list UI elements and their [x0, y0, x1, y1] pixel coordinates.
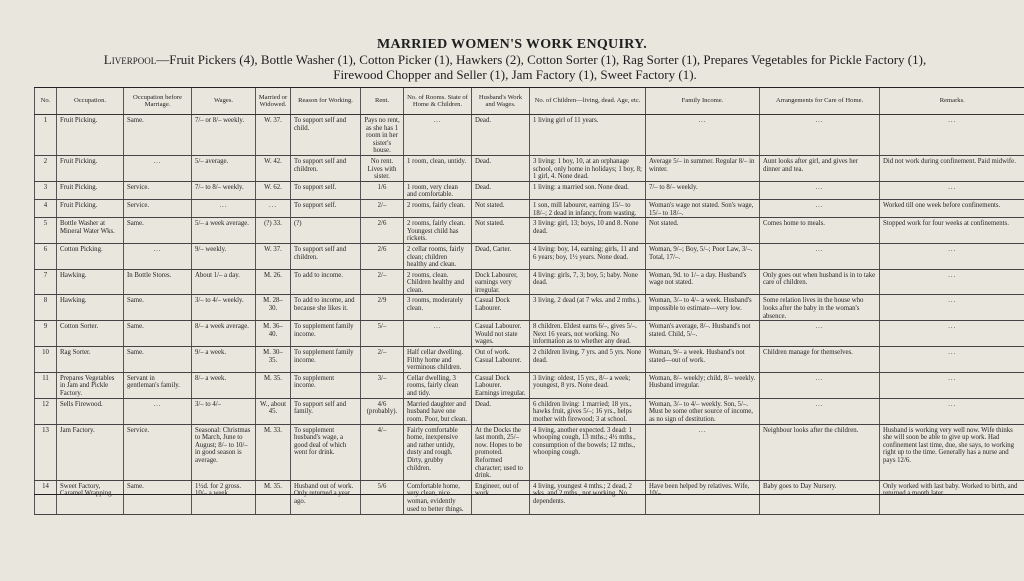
children-cell: 4 living: boy, 14, earning; girls, 11 and 6 years; boy, 1½ years. None dead.: [530, 243, 646, 269]
marital-status-cell: ...: [256, 199, 291, 217]
husband-cell: Dead, Carter.: [472, 243, 530, 269]
husband-cell: Casual Labourer. Would not state wages.: [472, 321, 530, 347]
children-cell: 1 living: a married son. None dead.: [530, 181, 646, 199]
husband-cell: Casual Dock Labourer.: [472, 295, 530, 321]
rent-cell: 3/–: [361, 372, 404, 398]
table-row: [35, 347, 1024, 373]
row-number: 5: [35, 218, 57, 244]
reason-cell: Husband out of work. Only returned a year ago.: [291, 480, 361, 514]
wages-cell: 7/– to 8/– weekly.: [192, 181, 256, 199]
husband-cell: Dead.: [472, 398, 530, 424]
table-bottom-rule: [34, 494, 1024, 495]
home-cell: Married daughter and husband have one room. Poor, but clean.: [404, 398, 472, 424]
previous-occupation-cell: ...: [124, 398, 192, 424]
rent-cell: 4/6 (probably).: [361, 398, 404, 424]
income-cell: Have been helped by relatives. Wife, 10/–.: [646, 480, 760, 514]
rent-cell: 2/9: [361, 295, 404, 321]
wages-cell: 7/– or 8/– weekly.: [192, 115, 256, 156]
home-cell: Fairly comfortable home, inexpensive and rather untidy, dusty and rough. Dirty, grubby children.: [404, 424, 472, 480]
remarks-cell: Did not work during confinement. Paid midwife.: [880, 155, 1024, 181]
income-cell: Woman, 3/– to 4/– weekly. Son, 5/–. Must be some other source of income, as no sign of destitution.: [646, 398, 760, 424]
row-number: 8: [35, 295, 57, 321]
table-row: [35, 243, 1024, 269]
page-subtitle: [80, 52, 950, 82]
husband-cell: Not stated.: [472, 199, 530, 217]
care-cell: ...: [760, 115, 880, 156]
wages-cell: 1½d. for 2 gross. 10/– a week.: [192, 480, 256, 514]
care-cell: ...: [760, 398, 880, 424]
children-cell: 3 living: oldest, 15 yrs., 8/– a week; youngest, 8 yrs. None dead.: [530, 372, 646, 398]
reason-cell: To supplement husband's wage, a good deal of which went for drink.: [291, 424, 361, 480]
wages-cell: 5/– a week average.: [192, 218, 256, 244]
marital-status-cell: M. 36–40.: [256, 321, 291, 347]
care-cell: ...: [760, 199, 880, 217]
wages-cell: 3/– to 4/–: [192, 398, 256, 424]
care-cell: Comes home to meals.: [760, 218, 880, 244]
children-cell: 4 living, another expected. 3 dead: 1 whooping cough, 13 mths.; 4½ mths., consumption of the bowels; 12 mths., whooping cough.: [530, 424, 646, 480]
column-header: No.: [35, 88, 57, 115]
husband-cell: Not stated.: [472, 218, 530, 244]
home-cell: ...: [404, 115, 472, 156]
column-header: Occupation before Marriage.: [124, 88, 192, 115]
care-cell: Neighbour looks after the children.: [760, 424, 880, 480]
row-number: 11: [35, 372, 57, 398]
row-number: 1: [35, 115, 57, 156]
rent-cell: 5/6: [361, 480, 404, 514]
care-cell: ...: [760, 321, 880, 347]
home-cell: 1 room, clean, untidy.: [404, 155, 472, 181]
rent-cell: 1/6: [361, 181, 404, 199]
table-row: [35, 321, 1024, 347]
husband-cell: Dock Labourer, earnings very irregular.: [472, 269, 530, 295]
remarks-cell: Only worked with last baby. Worked to birth, and returned a month later.: [880, 480, 1024, 514]
column-header: Husband's Work and Wages.: [472, 88, 530, 115]
home-cell: 2 rooms, fairly clean.: [404, 199, 472, 217]
previous-occupation-cell: Same.: [124, 321, 192, 347]
previous-occupation-cell: In Bottle Stores.: [124, 269, 192, 295]
marital-status-cell: M. 28–30.: [256, 295, 291, 321]
subtitle-list: —Fruit Pickers (4), Bottle Washer (1), Cotton Picker (1), Hawkers (2), Cotton Sorter (1), Rag Sorter (1), Prepares Vegetables for Pickle Factory (1), Firewood Chopper and Seller (1), Jam Factory (1), Sweet Factory (1).: [156, 52, 927, 82]
reason-cell: To add to income, and because she likes it.: [291, 295, 361, 321]
reason-cell: To add to income.: [291, 269, 361, 295]
care-cell: Children manage for themselves.: [760, 347, 880, 373]
wages-cell: 8/– a week.: [192, 372, 256, 398]
previous-occupation-cell: Same.: [124, 115, 192, 156]
occupation-cell: Hawking.: [57, 295, 124, 321]
reason-cell: To supplement income.: [291, 372, 361, 398]
column-header: Occupation.: [57, 88, 124, 115]
husband-cell: Casual Dock Labourer. Earnings irregular.: [472, 372, 530, 398]
husband-cell: Dead.: [472, 155, 530, 181]
home-cell: 2 rooms, fairly clean. Youngest child has rickets.: [404, 218, 472, 244]
home-cell: 3 rooms, moderately clean.: [404, 295, 472, 321]
table-row: [35, 181, 1024, 199]
reason-cell: (?): [291, 218, 361, 244]
wages-cell: 9/– a week.: [192, 347, 256, 373]
rent-cell: Pays no rent, as she has 1 room in her sister's house.: [361, 115, 404, 156]
marital-status-cell: W. 42.: [256, 155, 291, 181]
rent-cell: 5/–: [361, 321, 404, 347]
wages-cell: 3/– to 4/– weekly.: [192, 295, 256, 321]
rent-cell: 4/–: [361, 424, 404, 480]
income-cell: ...: [646, 115, 760, 156]
home-cell: ...: [404, 321, 472, 347]
subtitle-place: Liverpool: [103, 52, 157, 67]
occupation-cell: Fruit Picking.: [57, 155, 124, 181]
children-cell: 3 living: girl, 13; boys, 10 and 8. None dead.: [530, 218, 646, 244]
wages-cell: ...: [192, 199, 256, 217]
home-cell: Half cellar dwelling. Filthy home and verminous children.: [404, 347, 472, 373]
marital-status-cell: M. 26.: [256, 269, 291, 295]
rent-cell: 2/–: [361, 199, 404, 217]
previous-occupation-cell: Service.: [124, 424, 192, 480]
income-cell: Woman, 9/–; Boy, 5/–; Poor Law, 3/–. Total, 17/–.: [646, 243, 760, 269]
row-number: 7: [35, 269, 57, 295]
reason-cell: To support self and family.: [291, 398, 361, 424]
table-row: [35, 218, 1024, 244]
occupation-cell: Bottle Washer at Mineral Water Wks.: [57, 218, 124, 244]
husband-cell: Dead.: [472, 115, 530, 156]
table-row: [35, 269, 1024, 295]
previous-occupation-cell: ...: [124, 155, 192, 181]
table-row: [35, 398, 1024, 424]
column-header: No. of Rooms. State of Home & Children.: [404, 88, 472, 115]
table-row: [35, 199, 1024, 217]
care-cell: Only goes out when husband is in to take care of children.: [760, 269, 880, 295]
row-number: 12: [35, 398, 57, 424]
previous-occupation-cell: Service.: [124, 181, 192, 199]
children-cell: 3 living, 2 dead (at 7 wks. and 2 mths.).: [530, 295, 646, 321]
rent-cell: 2/–: [361, 347, 404, 373]
remarks-cell: ...: [880, 347, 1024, 373]
rent-cell: 2/6: [361, 218, 404, 244]
remarks-cell: Stopped work for four weeks at confinements.: [880, 218, 1024, 244]
husband-cell: At the Docks the last month, 25/– now. Hopes to be promoted. Reformed character; used to drink.: [472, 424, 530, 480]
care-cell: ...: [760, 372, 880, 398]
marital-status-cell: (?) 33.: [256, 218, 291, 244]
column-header: Wages.: [192, 88, 256, 115]
husband-cell: Out of work. Casual Labourer.: [472, 347, 530, 373]
table-row: [35, 115, 1024, 156]
children-cell: 4 living: girls, 7, 3; boy, 5; baby. None dead.: [530, 269, 646, 295]
marital-status-cell: M. 35.: [256, 372, 291, 398]
remarks-cell: ...: [880, 115, 1024, 156]
occupation-cell: Sweet Factory, Caramel Wrapping.: [57, 480, 124, 514]
column-header: Rent.: [361, 88, 404, 115]
marital-status-cell: W. 37.: [256, 243, 291, 269]
remarks-cell: ...: [880, 372, 1024, 398]
table-row: [35, 372, 1024, 398]
table-row: [35, 155, 1024, 181]
wages-cell: 5/– average.: [192, 155, 256, 181]
marital-status-cell: M. 30–35.: [256, 347, 291, 373]
children-cell: 4 living, youngest 4 mths.; 2 dead, 2 wks. and 2 mths., not working. No dependents.: [530, 480, 646, 514]
enquiry-table: [34, 87, 1024, 515]
row-number: 4: [35, 199, 57, 217]
income-cell: Woman, 9d. to 1/– a day. Husband's wage not stated.: [646, 269, 760, 295]
marital-status-cell: M. 33.: [256, 424, 291, 480]
remarks-cell: ...: [880, 398, 1024, 424]
column-header: Family Income.: [646, 88, 760, 115]
previous-occupation-cell: Same.: [124, 218, 192, 244]
row-number: 9: [35, 321, 57, 347]
home-cell: 1 room, very clean and comfortable.: [404, 181, 472, 199]
previous-occupation-cell: Servant in gentleman's family.: [124, 372, 192, 398]
occupation-cell: Fruit Picking.: [57, 199, 124, 217]
remarks-cell: ...: [880, 321, 1024, 347]
reason-cell: To supplement family income.: [291, 321, 361, 347]
income-cell: Woman's wage not stated. Son's wage, 15/– to 18/–.: [646, 199, 760, 217]
care-cell: Baby goes to Day Nursery.: [760, 480, 880, 514]
occupation-cell: Jam Factory.: [57, 424, 124, 480]
care-cell: ...: [760, 243, 880, 269]
column-header: Remarks.: [880, 88, 1024, 115]
marital-status-cell: M. 35.: [256, 480, 291, 514]
previous-occupation-cell: Same.: [124, 480, 192, 514]
occupation-cell: Fruit Picking.: [57, 181, 124, 199]
occupation-cell: Hawking.: [57, 269, 124, 295]
reason-cell: To support self.: [291, 181, 361, 199]
column-header: Reason for Working.: [291, 88, 361, 115]
care-cell: Some relation lives in the house who looks after the baby in the woman's absence.: [760, 295, 880, 321]
column-header: Married or Widowed.: [256, 88, 291, 115]
reason-cell: To support self and children.: [291, 155, 361, 181]
income-cell: Not stated.: [646, 218, 760, 244]
table-row: [35, 480, 1024, 514]
home-cell: 2 cellar rooms, fairly clean; children healthy and clean.: [404, 243, 472, 269]
occupation-cell: Fruit Picking.: [57, 115, 124, 156]
remarks-cell: ...: [880, 243, 1024, 269]
children-cell: 1 living girl of 11 years.: [530, 115, 646, 156]
table-row: [35, 424, 1024, 480]
previous-occupation-cell: Same.: [124, 347, 192, 373]
income-cell: Woman, 9/– a week. Husband's not stated—out of work.: [646, 347, 760, 373]
wages-cell: About 1/– a day.: [192, 269, 256, 295]
occupation-cell: Cotton Picking.: [57, 243, 124, 269]
reason-cell: To support self and child.: [291, 115, 361, 156]
remarks-cell: Husband is working very well now. Wife thinks she will soon be able to give up work. Had confinement last time, due, she says, to working right up to the time. Generally has a nurse and pays 12/6.: [880, 424, 1024, 480]
previous-occupation-cell: Same.: [124, 295, 192, 321]
previous-occupation-cell: ...: [124, 243, 192, 269]
occupation-cell: Sells Firewood.: [57, 398, 124, 424]
wages-cell: 8/– a week average.: [192, 321, 256, 347]
wages-cell: Seasonal: Christmas to March, June to August; 8/– to 10/– in good season is average.: [192, 424, 256, 480]
row-number: 2: [35, 155, 57, 181]
home-cell: 2 rooms, clean. Children healthy and clean.: [404, 269, 472, 295]
page-title: MARRIED WOMEN'S WORK ENQUIRY.: [376, 37, 648, 52]
children-cell: 3 living: 1 boy, 10, at an orphanage school, only home in holidays; 1 boy, 8; 1 girl, 4. None dead.: [530, 155, 646, 181]
remarks-cell: Worked till one week before confinements.: [880, 199, 1024, 217]
income-cell: 7/– to 8/– weekly.: [646, 181, 760, 199]
marital-status-cell: W., about 45.: [256, 398, 291, 424]
children-cell: 8 children. Eldest earns 6/–, gives 5/–. Next 16 years, not working. No information as to whether any dead.: [530, 321, 646, 347]
home-cell: Comfortable home, very clean, nice woman, evidently used to better things.: [404, 480, 472, 514]
rent-cell: 2/–: [361, 269, 404, 295]
table-header-row: [35, 88, 1024, 115]
occupation-cell: Rag Sorter.: [57, 347, 124, 373]
remarks-cell: ...: [880, 269, 1024, 295]
reason-cell: To support self.: [291, 199, 361, 217]
home-cell: Cellar dwelling, 3 rooms, fairly clean and tidy.: [404, 372, 472, 398]
reason-cell: To support self and children.: [291, 243, 361, 269]
rent-cell: 2/6: [361, 243, 404, 269]
reason-cell: To supplement family income.: [291, 347, 361, 373]
remarks-cell: ...: [880, 181, 1024, 199]
children-cell: 2 children living, 7 yrs. and 5 yrs. None dead.: [530, 347, 646, 373]
row-number: 6: [35, 243, 57, 269]
children-cell: 1 son, mill labourer, earning 15/– to 18/–; 2 dead in infancy, from wasting.: [530, 199, 646, 217]
row-number: 14: [35, 480, 57, 514]
income-cell: Woman's average, 8/–. Husband's not stated. Child, 5/–.: [646, 321, 760, 347]
husband-cell: Engineer, out of work.: [472, 480, 530, 514]
previous-occupation-cell: Service.: [124, 199, 192, 217]
marital-status-cell: W. 62.: [256, 181, 291, 199]
income-cell: Average 5/– in summer. Regular 8/– in winter.: [646, 155, 760, 181]
remarks-cell: ...: [880, 295, 1024, 321]
row-number: 3: [35, 181, 57, 199]
row-number: 13: [35, 424, 57, 480]
occupation-cell: Cotton Sorter.: [57, 321, 124, 347]
income-cell: Woman, 8/– weekly; child, 8/– weekly. Husband irregular.: [646, 372, 760, 398]
income-cell: Woman, 3/– to 4/– a week. Husband's impossible to estimate—very low.: [646, 295, 760, 321]
occupation-cell: Prepares Vegetables in Jam and Pickle Factory.: [57, 372, 124, 398]
row-number: 10: [35, 347, 57, 373]
column-header: No. of Children—living, dead. Age, etc.: [530, 88, 646, 115]
children-cell: 6 children living: 1 married; 18 yrs., hawks fruit, gives 5/–; 16 yrs., helps mother with firewood; 3 at school.: [530, 398, 646, 424]
wages-cell: 9/– weekly.: [192, 243, 256, 269]
column-header: Arrangements for Care of Home.: [760, 88, 880, 115]
marital-status-cell: W. 37.: [256, 115, 291, 156]
care-cell: Aunt looks after girl, and gives her dinner and tea.: [760, 155, 880, 181]
income-cell: ...: [646, 424, 760, 480]
rent-cell: No rent. Lives with sister.: [361, 155, 404, 181]
husband-cell: Dead.: [472, 181, 530, 199]
table-row: [35, 295, 1024, 321]
care-cell: ...: [760, 181, 880, 199]
